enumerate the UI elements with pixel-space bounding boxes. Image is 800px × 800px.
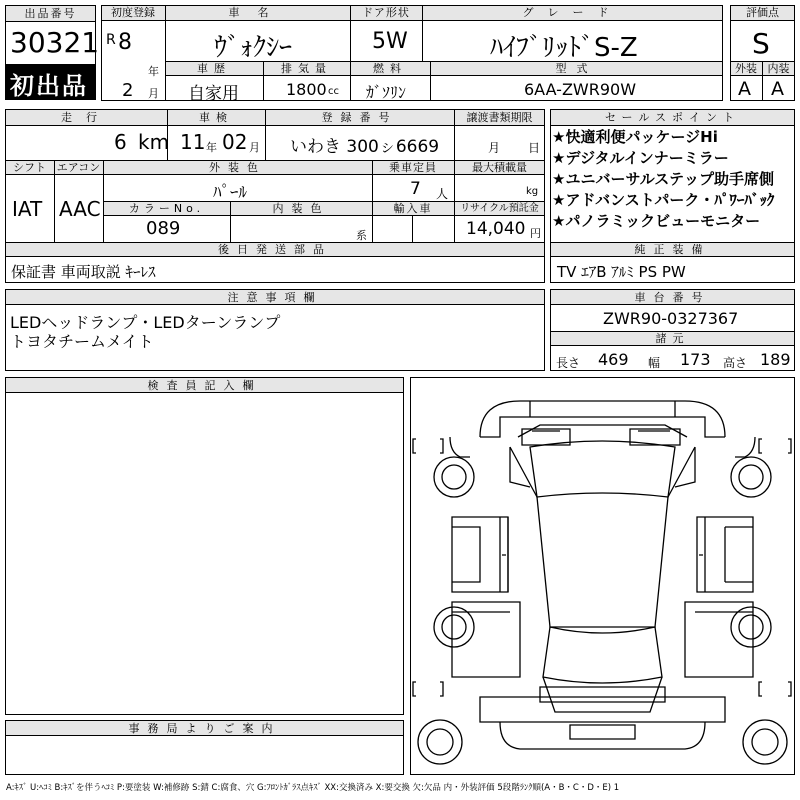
inspection-month: 02: [222, 130, 248, 154]
displacement-label: 排気量: [281, 62, 332, 75]
lot-number: 30321: [10, 26, 100, 59]
inspection-year: 11: [180, 130, 206, 154]
recycle-unit: 円: [530, 227, 541, 240]
color-no: 089: [146, 218, 181, 239]
model-code: 6AA-ZWR90W: [524, 80, 637, 99]
mileage-unit: km: [138, 130, 170, 154]
car-name: ｳﾞｫｸｼｰ: [214, 33, 293, 63]
sales-point-item: ★ユニバーサルステップ助手席側: [552, 170, 774, 188]
note-line: トヨタチームメイト: [10, 332, 154, 351]
model-label: 型式: [555, 62, 598, 75]
reg-year: 8: [118, 30, 132, 55]
transfer-month: 月: [488, 141, 501, 155]
import-label: 輸入車: [393, 202, 433, 215]
capacity-label: 乗車定員: [389, 161, 437, 174]
mileage: 6: [114, 130, 127, 154]
history: 自家用: [188, 84, 239, 104]
interior-grade: A: [771, 78, 784, 100]
grade: ﾊｲﾌﾞﾘｯﾄﾞS-Z: [490, 33, 638, 63]
later-parts-label: 後日発送部品: [218, 243, 332, 256]
fuel: ｶﾞｿﾘﾝ: [366, 83, 407, 102]
door-label: ドア形状: [362, 6, 410, 19]
load-unit: kg: [526, 186, 539, 197]
exterior-label: 外装: [735, 62, 757, 75]
sales-point-item: ★パノラミックビューモニター: [552, 212, 761, 230]
length: 469: [598, 350, 629, 369]
capacity-unit: 人: [436, 187, 449, 201]
recycle-amount: 14,040: [466, 219, 526, 239]
lot-number-label: 出品番号: [24, 7, 77, 20]
inspector-label: 検査員記入欄: [147, 379, 262, 392]
chassis-label: 車台番号: [634, 291, 711, 304]
width-label: 幅: [648, 356, 661, 370]
ac-label: エアコン: [56, 161, 101, 174]
office-label: 事務局よりご案内: [128, 722, 281, 735]
width: 173: [680, 350, 711, 369]
equipment: TV ｴｱB ｱﾙﾐ PS PW: [557, 263, 686, 281]
ext-color: ﾊﾟｰﾙ: [213, 183, 247, 203]
recycle-label: リサイクル預託金: [460, 203, 539, 214]
dims-label: 諸元: [655, 332, 690, 345]
score-label: 評価点: [746, 6, 779, 19]
ext-color-label: 外装色: [209, 161, 266, 174]
length-label: 長さ: [556, 356, 581, 370]
grade-label: グレード: [522, 6, 623, 19]
height: 189: [760, 350, 791, 369]
shift-label: シフト: [13, 161, 46, 174]
year-unit: 年: [148, 65, 159, 78]
reg-month: 2: [122, 80, 134, 101]
inspection-month-unit: 月: [249, 141, 260, 154]
sales-points-label: セールスポイント: [604, 111, 740, 124]
fuel-label: 燃料: [373, 62, 407, 75]
door-type: 5W: [372, 29, 408, 54]
int-color-suffix: 系: [356, 229, 367, 242]
int-color-label: 内装色: [272, 202, 330, 215]
note-line: LEDヘッドランプ・LEDターンランプ: [10, 313, 281, 332]
ac: AAC: [59, 197, 101, 221]
score: S: [752, 27, 770, 60]
sales-point-item: ★快適利便パッケージHi: [552, 128, 718, 146]
inspector-box: [5, 377, 404, 715]
capacity: 7: [410, 179, 421, 199]
later-parts: 保証書 車両取説 ｷｰﾚｽ: [11, 263, 156, 281]
displacement: 1800: [286, 80, 327, 99]
inspection-year-unit: 年: [206, 141, 217, 154]
height-label: 高さ: [723, 356, 748, 370]
inspection-label: 車検: [199, 111, 233, 124]
first-listing-text: 初出品: [10, 72, 88, 100]
sales-point-item: ★デジタルインナーミラー: [552, 149, 729, 167]
history-label: 車歴: [197, 62, 231, 75]
transfer-label: 譲渡書類期限: [466, 111, 533, 124]
shift: IAT: [12, 197, 43, 221]
color-no-label: カラーNo.: [128, 202, 205, 215]
car-diagram: [410, 377, 795, 775]
sales-point-item: ★アドバンストパーク・ﾊﾟﾜｰﾊﾞｯｸ: [552, 191, 775, 209]
plate-label: 登録番号: [321, 111, 398, 124]
sales-points-list: [552, 127, 795, 232]
exterior-grade: A: [738, 78, 751, 100]
first-reg-label: 初度登録: [111, 6, 155, 19]
displacement-unit: cc: [328, 86, 339, 97]
month-unit: 月: [148, 87, 159, 100]
era: R: [106, 32, 116, 48]
chassis-number: ZWR90-0327367: [603, 309, 739, 328]
equipment-label: 純正装備: [634, 243, 711, 256]
mileage-label: 走行: [61, 111, 111, 124]
interior-label: 内装: [767, 62, 790, 75]
load-label: 最大積載量: [472, 161, 527, 174]
plate-number: いわき 300ㇱ6669: [290, 137, 440, 157]
legend: A:ｷｽﾞ U:ﾍｺﾐ B:ｷｽﾞを伴うﾍｺﾐ P:要塗装 W:補修跡 S:錆 C:腐食、穴 G:ﾌﾛﾝﾄｶﾞﾗｽ点ｷｽﾞ XX:交換済み X:要交換 欠:欠品 内・外装評価 5段階ﾗﾝｸ順(A・B・C・D・E) 1: [6, 783, 620, 793]
transfer-day: 日: [528, 141, 541, 155]
car-name-label: 車名: [228, 6, 287, 19]
notes-label: 注意事項欄: [227, 291, 323, 304]
